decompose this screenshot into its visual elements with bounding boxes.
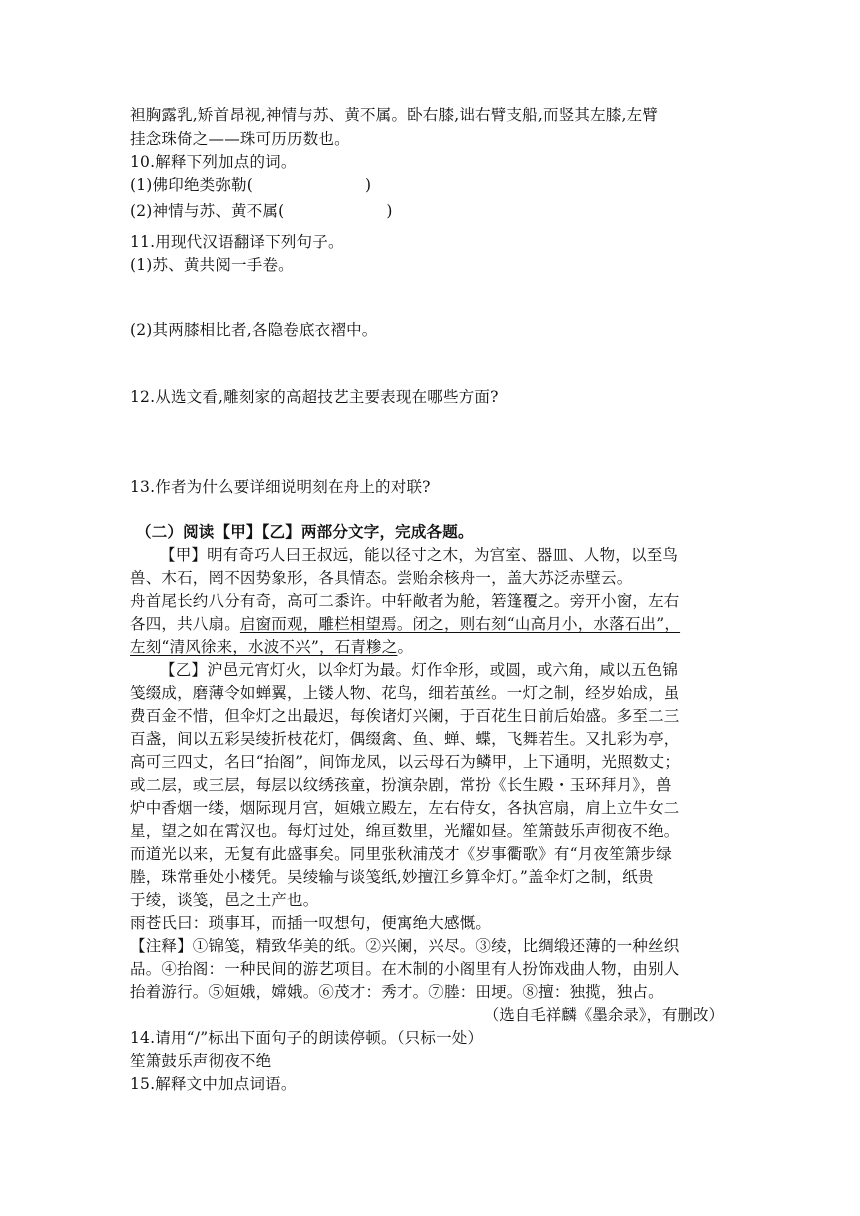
passage-yi-line: 于绫，谈笺，邑之土产也。 (130, 891, 319, 909)
underlined-sentence: 启窗而观，雕栏相望焉。闭之，则右刻“山高月小，水落石出”， (239, 615, 681, 633)
question-10-1-text: (1)佛印绝类弥勒( (130, 176, 254, 194)
question-11-2: (2)其两膝相比者,各隐卷底衣褶中。 (130, 321, 378, 339)
passage-yi-line: 费百金不惜，但伞灯之出最迟，每俟诸灯兴阑，于百花生日前后始盛。多至二三 (130, 707, 680, 725)
passage-jia-line (130, 613, 680, 635)
question-14-sentence: 笙箫鼓乐声彻夜不绝 (130, 1052, 272, 1070)
question-10-2-text: (2)神情与苏、黄不属( (130, 202, 285, 220)
question-15: 15.解释文中加点词语。 (130, 1075, 297, 1093)
passage-jia-line: 兽、木石，罔不因势象形，各具情态。尝贻余核舟一，盖大苏泛赤壁云。 (130, 569, 633, 587)
question-12: 12.从选文看,雕刻家的高超技艺主要表现在哪些方面? (130, 388, 499, 406)
commentary-line: 雨苍氏曰：琐事耳，而插一叹想句，便寓绝大感慨。 (130, 914, 492, 932)
source-citation: （选自毛祥麟《墨余录》，有删改） (483, 1006, 724, 1024)
answer-blank-close: ) (365, 176, 372, 194)
passage-jia-line (130, 636, 413, 658)
answer-blank-close: ) (386, 202, 393, 220)
text-line: 袒胸露乳,矫首昂视,神情与苏、黄不属。卧右膝,诎右臂支船,而竖其左膝,左臂 (130, 106, 659, 124)
question-10: 10.解释下列加点的词。 (130, 153, 297, 171)
passage-yi-line: 塍，珠常垂处小楼凭。吴绫输与谈笺纸,妙擅江乡算伞灯。”盖伞灯之制，纸贵 (130, 868, 654, 886)
passage-yi-line: 或二层，或三层，每层以纹绣孩童，扮演杂剧，常扮《长生殿・玉环拜月》，兽 (130, 776, 672, 794)
passage-jia-line: 舟首尾长约八分有奇，高可二黍许。中轩敞者为舱，箬篷覆之。旁开小窗，左右 (130, 592, 680, 610)
question-10-2 (130, 200, 393, 222)
passage-yi-line: 【乙】沪邑元宵灯火，以伞灯为最。灯作伞形，或圆，或六角，咸以五色锦 (160, 661, 679, 679)
question-13: 13.作者为什么要详细说明刻在舟上的对联? (130, 478, 431, 496)
section-2-heading: （二）阅读【甲】【乙】两部分文字，完成各题。 (136, 522, 474, 541)
question-11-1: (1)苏、黄共阅一手卷。 (130, 256, 294, 274)
passage-yi-line: 百盏，间以五彩吴绫折枝花灯，偶缀禽、鱼、蝉、蝶，飞舞若生。又扎彩为亭， (130, 730, 680, 748)
passage-yi-line: 而道光以来，无复有此盛事矣。同里张秋浦茂才《岁事衢歌》有“月夜笙箫步绿 (130, 845, 672, 863)
notes-line: 抬着游行。⑤姮娥，嫦娥。⑥茂才：秀才。⑦塍：田埂。⑧擅：独揽，独占。 (130, 983, 664, 1001)
passage-yi-line: 笺缀成，磨薄令如蝉翼，上镂人物、花鸟，细若茧丝。一灯之制，经岁始成，虽 (130, 684, 680, 702)
notes-line: 品。④抬阁：一种民间的游艺项目。在木制的小阁里有人扮饰戏曲人物，由别人 (130, 960, 680, 978)
text-line: 挂念珠倚之——珠可历历数也。 (130, 130, 350, 148)
passage-jia-line: 【甲】明有奇巧人曰王叔远，能以径寸之木，为宫室、器皿、人物，以至鸟 (160, 546, 679, 564)
passage-yi-line: 星，望之如在霄汉也。每灯过处，绵亘数里，光耀如昼。笙箫鼓乐声彻夜不绝。 (130, 822, 680, 840)
passage-text: 。 (397, 638, 414, 656)
notes-line: 【注释】①锦笺，精致华美的纸。②兴阑，兴尽。③绫，比绸缎还薄的一种丝织 (130, 937, 680, 955)
question-10-1 (130, 174, 371, 196)
passage-yi-line: 高可三四丈，名曰“抬阁”，间饰龙凤，以云母石为鳞甲，上下通明，光照数丈； (130, 753, 681, 771)
passage-text: 各四，共八扇。 (130, 615, 240, 633)
question-14: 14.请用“/”标出下面句子的朗读停顿。（只标一处） (130, 1029, 484, 1047)
question-11: 11.用现代汉语翻译下列句子。 (130, 233, 344, 251)
passage-yi-line: 炉中香烟一缕，烟际现月宫，姮娥立殿左，左右侍女，各执宫扇，肩上立牛女二 (130, 799, 680, 817)
underlined-sentence: 左刻“清风徐来，水波不兴”，石青糁之 (130, 638, 398, 656)
